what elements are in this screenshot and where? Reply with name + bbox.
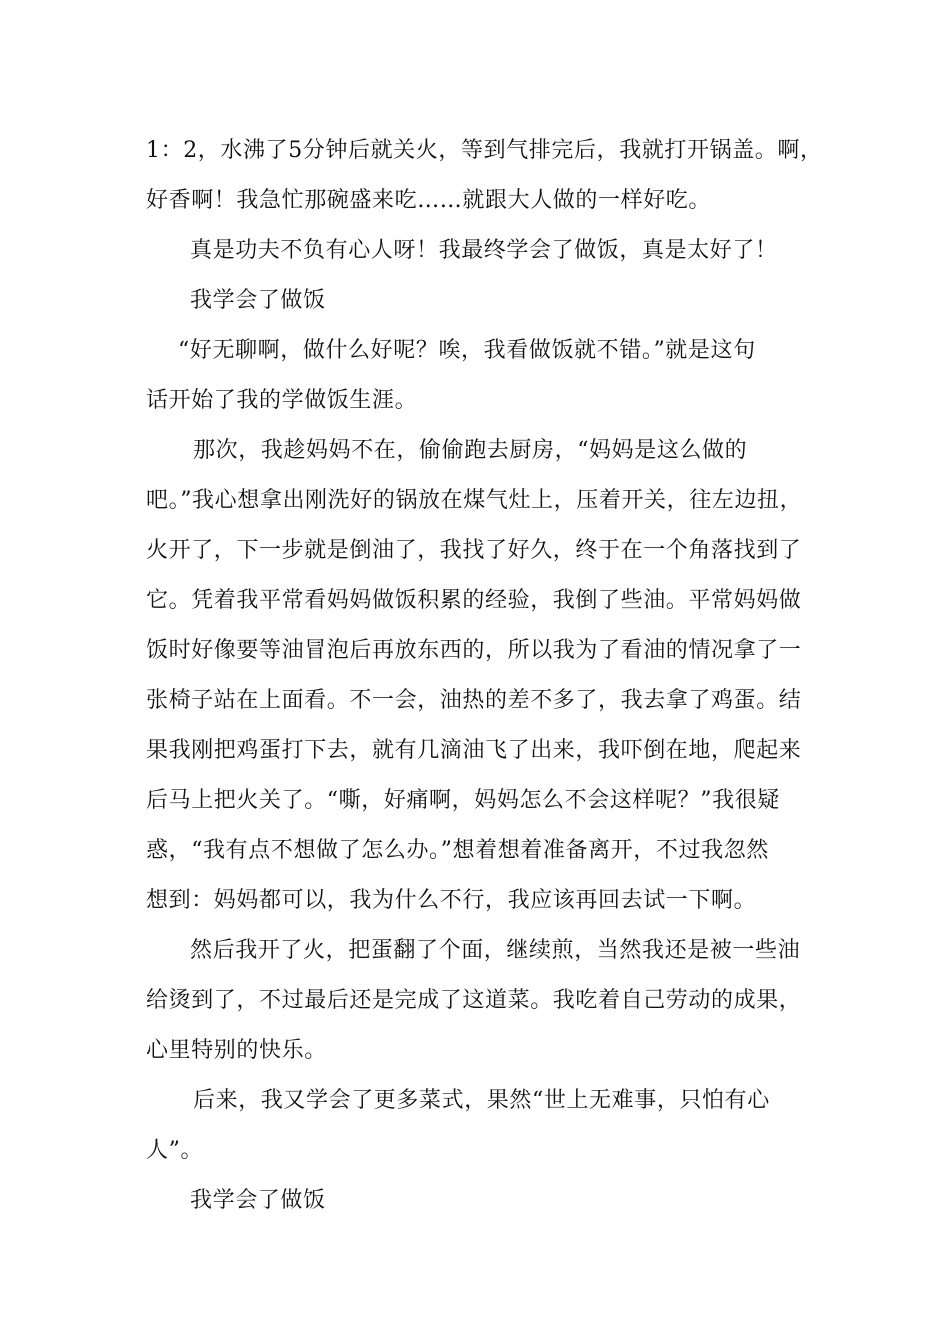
section-heading: 我学会了做饭 xyxy=(190,288,326,313)
text-line: 然后我开了火，把蛋翻了个面，继续煎，当然我还是被一些油 xyxy=(190,938,801,963)
text-line: 话开始了我的学做饭生涯。 xyxy=(146,388,418,413)
text-line: 饭时好像要等油冒泡后再放东西的，所以我为了看油的情况拿了一 xyxy=(146,638,802,663)
text-line: 那次，我趁妈妈不在，偷偷跑去厨房，“妈妈是这么做的 xyxy=(193,438,748,463)
text-line: 1：2，水沸了5分钟后就关火，等到气排完后，我就打开锅盖。啊， xyxy=(146,138,823,163)
text-line: 它。凭着我平常看妈妈做饭积累的经验，我倒了些油。平常妈妈做 xyxy=(146,588,802,613)
text-line: 真是功夫不负有心人呀！我最终学会了做饭，真是太好了！ xyxy=(190,238,778,263)
text-line: “好无聊啊，做什么好呢？唉，我看做饭就不错。”就是这句 xyxy=(178,338,756,363)
text-line: 给烫到了，不过最后还是完成了这道菜。我吃着自己劳动的成果， xyxy=(146,988,802,1013)
text-line: 火开了，下一步就是倒油了，我找了好久，终于在一个角落找到了 xyxy=(146,538,802,563)
text-line: 想到：妈妈都可以，我为什么不行，我应该再回去试一下啊。 xyxy=(146,888,757,913)
text-line: 惑，“我有点不想做了怎么办。”想着想着准备离开，不过我忽然 xyxy=(146,838,769,863)
text-line: 人”。 xyxy=(146,1138,204,1163)
text-line: 后马上把火关了。“嘶，好痛啊，妈妈怎么不会这样呢？”我很疑 xyxy=(146,788,780,813)
text-line: 心里特别的快乐。 xyxy=(146,1038,327,1063)
text-line: 好香啊！我急忙那碗盛来吃……就跟大人做的一样好吃。 xyxy=(146,188,712,213)
section-heading: 我学会了做饭 xyxy=(190,1188,326,1213)
text-line: 后来，我又学会了更多菜式，果然“世上无难事，只怕有心 xyxy=(193,1088,770,1113)
text-line: 张椅子站在上面看。不一会，油热的差不多了，我去拿了鸡蛋。结 xyxy=(146,688,802,713)
text-line: 吧。”我心想拿出刚洗好的锅放在煤气灶上，压着开关，往左边扭， xyxy=(146,488,803,513)
text-line: 果我刚把鸡蛋打下去，就有几滴油飞了出来，我吓倒在地，爬起来 xyxy=(146,738,802,763)
